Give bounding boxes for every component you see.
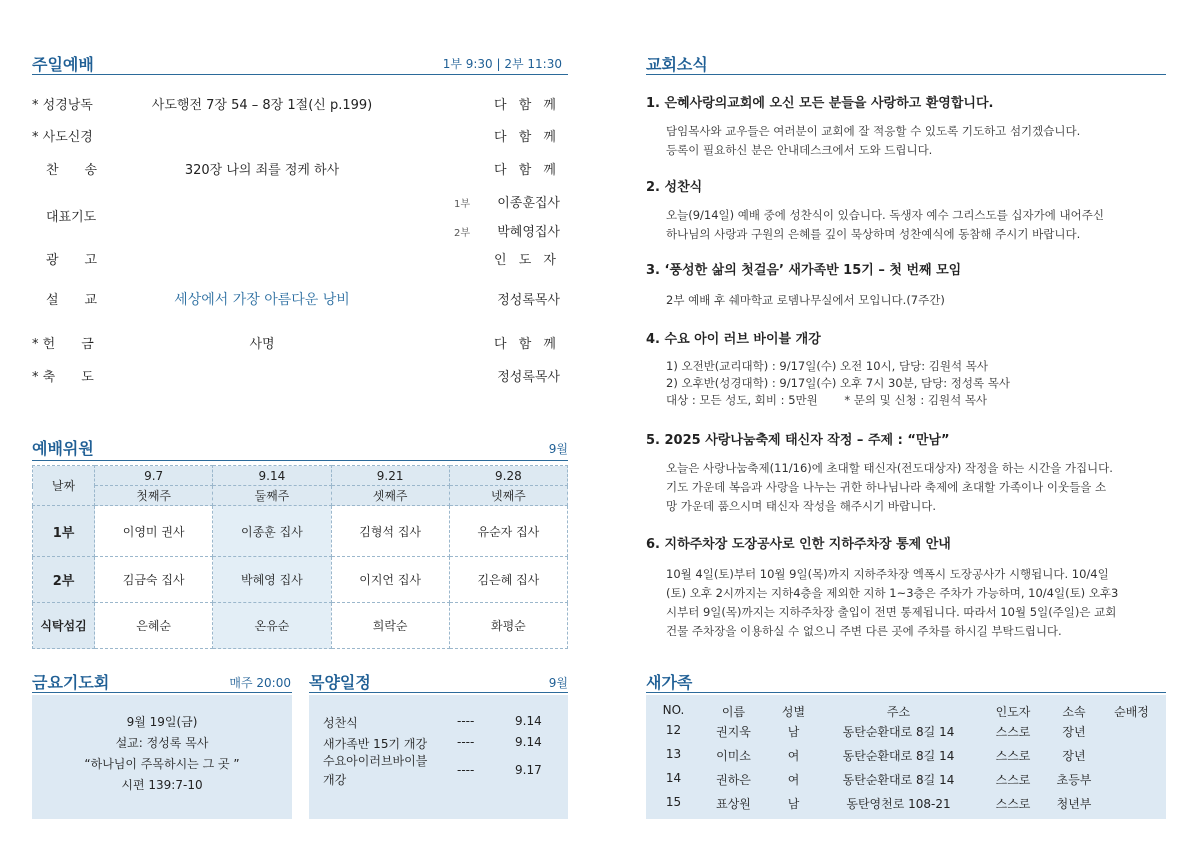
- staff-name: 김금숙 집사: [95, 557, 213, 603]
- news-line: 10월 4일(토)부터 10월 9일(목)까지 지하주차장 엑폭시 도장공사가 시행됩니다. 10/4일: [666, 567, 1109, 581]
- news-title: 교회소식: [646, 55, 708, 74]
- order-sermon: [32, 289, 562, 309]
- col-guide: 인도자: [995, 705, 1031, 719]
- col-group: 소속: [1062, 705, 1086, 719]
- order-hymn: [32, 159, 562, 179]
- order-label: 찬 송: [46, 163, 98, 178]
- pastoral-dash: ----: [457, 763, 475, 777]
- newcomers-header: [646, 703, 1166, 723]
- pastoral-item: 수요아이러브바이블 개강: [323, 754, 428, 787]
- pastoral-month: 9월: [548, 676, 568, 690]
- nc-group: 장년: [1062, 725, 1086, 739]
- friday-box: [32, 695, 292, 819]
- week-cell: 둘째주: [213, 486, 331, 506]
- nc-no: 14: [665, 771, 682, 785]
- order-label: * 축 도: [32, 370, 94, 385]
- order-leader: 인 도 자: [494, 253, 560, 268]
- staff-row: [33, 506, 568, 557]
- news-body-2: [666, 206, 1164, 244]
- staff-name: 이영미 권사: [95, 506, 213, 557]
- nc-no: 15: [665, 795, 682, 809]
- newcomer-row: [646, 795, 1166, 815]
- staff-table: [32, 465, 568, 649]
- news-line: 망 가운데 품으시며 태신자 작성을 해주시기 바랍니다.: [666, 499, 936, 513]
- nc-gender: 여: [787, 773, 800, 787]
- newcomers-title: 새가족: [646, 673, 693, 692]
- news-line: 등록이 필요하신 분은 안내데스크에서 도와 드립니다.: [666, 143, 933, 157]
- pastoral-dash: ----: [457, 735, 475, 749]
- col-assign: 순배정: [1114, 705, 1149, 719]
- pastoral-date: 9.14: [515, 714, 542, 728]
- order-benediction: [32, 366, 562, 386]
- pastoral-item: 성찬식: [323, 716, 358, 730]
- order-offering: [32, 333, 562, 353]
- col-gender: 성별: [781, 705, 806, 719]
- news-line: 대상 : 모든 성도, 회비 : 5만원 * 문의 및 신청 : 김원석 목사: [666, 393, 988, 407]
- nc-group: 초등부: [1056, 773, 1092, 787]
- order-creed: [32, 126, 562, 146]
- nc-guide: 스스로: [995, 797, 1031, 811]
- nc-address: 동탄순환대로 8길 14: [842, 773, 955, 787]
- nc-guide: 스스로: [995, 773, 1031, 787]
- order-label: 설 교: [46, 293, 98, 308]
- nc-no: 12: [665, 723, 682, 737]
- order-leader: 정성록목사: [497, 293, 560, 308]
- nc-gender: 남: [787, 725, 800, 739]
- nc-guide: 스스로: [995, 749, 1031, 763]
- pastoral-item: 새가족반 15기 개강: [323, 737, 428, 751]
- friday-preacher: 설교: 정성록 목사: [115, 736, 209, 750]
- col-name: 이름: [721, 705, 746, 719]
- news-body-4: [666, 358, 1164, 409]
- staff-name: 유순자 집사: [449, 506, 567, 557]
- staff-name: 김형석 집사: [331, 506, 449, 557]
- nc-group: 청년부: [1056, 797, 1092, 811]
- news-heading-3: 3. ‘풍성한 삶의 첫걸음’ 새가족반 15기 – 첫 번째 모임: [646, 263, 962, 278]
- prayer-name-2: 박혜영집사: [497, 225, 560, 240]
- week-cell: 셋째주: [331, 486, 449, 506]
- pastoral-date: 9.17: [515, 763, 542, 777]
- order-label: * 사도신경: [32, 130, 93, 145]
- news-body-6: [666, 565, 1164, 641]
- prayer-part-1: 1부: [454, 199, 471, 210]
- order-label: * 성경낭독: [32, 98, 93, 113]
- week-cell: 첫째주: [95, 486, 213, 506]
- news-heading-6: 6. 지하주차장 도장공사로 인한 지하주차장 통제 안내: [646, 537, 951, 552]
- sermon-title: 세상에서 가장 아름다운 낭비: [174, 292, 350, 308]
- newcomers-divider: [646, 692, 1166, 693]
- nc-group: 장년: [1062, 749, 1086, 763]
- staff-row-label: 1부: [33, 506, 95, 557]
- date-cell: 9.7: [95, 466, 213, 486]
- staff-name: 희락순: [331, 603, 449, 649]
- order-announcement: [32, 249, 562, 269]
- news-line: 오늘은 사랑나눔축제(11/16)에 초대할 태신자(전도대상자) 작정을 하는 시간을 가집니다.: [666, 461, 1113, 475]
- order-leader: 다 함 께: [494, 337, 560, 352]
- staff-row-label: 식탁섬김: [33, 603, 95, 649]
- staff-row: [33, 603, 568, 649]
- date-cell: 9.14: [213, 466, 331, 486]
- news-line: 하나님의 사랑과 구원의 은혜를 깊이 묵상하며 성찬예식에 동참해 주시기 바랍니다.: [666, 227, 1081, 241]
- news-line: 시부터 9일(목)까지는 지하주차장 출입이 전면 통제됩니다. 따라서 10월 5일(주일)은 교회: [666, 605, 1117, 619]
- friday-sermon: “하나님이 주목하시는 그 곳 ”: [84, 757, 240, 771]
- nc-gender: 여: [787, 749, 800, 763]
- order-label: * 헌 금: [32, 337, 94, 352]
- worship-divider: [32, 74, 568, 75]
- news-line: 기도 가운데 복음과 사랑을 나누는 귀한 하나님나라 축제에 초대할 가족이나 이웃들을 소: [666, 480, 1107, 494]
- staff-row: [33, 557, 568, 603]
- news-line: (토) 오후 2시까지는 지하4층을 제외한 지하 1~3층은 주차가 가능하며, 10/4일(토) 오후3: [666, 586, 1119, 600]
- date-cell: 9.21: [331, 466, 449, 486]
- staff-name: 은혜순: [95, 603, 213, 649]
- worship-times: 1부 9:30 | 2부 11:30: [442, 57, 562, 71]
- news-line: 오늘(9/14일) 예배 중에 성찬식이 있습니다. 독생자 예수 그리스도를 십자가에 내어주신: [666, 208, 1104, 222]
- news-heading-1: 1. 은혜사랑의교회에 오신 모든 분들을 사랑하고 환영합니다.: [646, 96, 994, 111]
- newcomer-row: [646, 771, 1166, 791]
- staff-name: 온유순: [213, 603, 331, 649]
- order-leader: 다 함 께: [494, 98, 560, 113]
- staff-name: 이종훈 집사: [213, 506, 331, 557]
- nc-address: 동탄영천로 108-21: [846, 797, 951, 811]
- news-body-3: [666, 291, 1164, 310]
- order-leader: 다 함 께: [494, 130, 560, 145]
- newcomer-row: [646, 723, 1166, 743]
- nc-name: 권하은: [716, 773, 751, 787]
- staff-month: 9월: [548, 442, 568, 456]
- prayer-name-1: 이종훈집사: [497, 196, 560, 211]
- nc-no: 13: [665, 747, 682, 761]
- news-heading-2: 2. 성찬식: [646, 180, 703, 195]
- nc-name: 표상원: [716, 797, 751, 811]
- friday-scripture: 시편 139:7-10: [121, 778, 203, 792]
- friday-meta: 매주 20:00: [229, 676, 291, 690]
- news-body-5: [666, 459, 1164, 516]
- order-leader: 다 함 께: [494, 163, 560, 178]
- worship-title: 주일예배: [32, 55, 94, 74]
- news-line: 1) 오전반(교리대학) : 9/17일(수) 오전 10시, 담당: 김원석 목사: [666, 359, 988, 373]
- news-body-1: [666, 122, 1164, 160]
- staff-name: 이지언 집사: [331, 557, 449, 603]
- friday-divider: [32, 692, 292, 693]
- news-heading-5: 5. 2025 사랑나눔축제 태신자 작정 – 주제 : “만남”: [646, 433, 950, 448]
- pastoral-title: 목양일정: [309, 673, 371, 692]
- order-content: 사도행전 7장 54 – 8장 1절(신 p.199): [151, 98, 373, 113]
- pastoral-date: 9.14: [515, 735, 542, 749]
- order-label: 대표기도: [46, 210, 97, 225]
- col-no: NO.: [662, 703, 685, 717]
- pastoral-box: [309, 695, 568, 819]
- order-reading: [32, 94, 562, 114]
- nc-name: 이미소: [716, 749, 751, 763]
- staff-row-label: 2부: [33, 557, 95, 603]
- nc-address: 동탄순환대로 8길 14: [842, 725, 955, 739]
- staff-name: 박혜영 집사: [213, 557, 331, 603]
- nc-guide: 스스로: [995, 725, 1031, 739]
- news-divider: [646, 74, 1166, 75]
- friday-title: 금요기도회: [32, 673, 110, 692]
- news-line: 건물 주차장을 이용하실 수 없으니 주변 다른 곳에 주차를 하시길 부탁드립니다.: [666, 624, 1062, 638]
- news-heading-4: 4. 수요 아이 러브 바이블 개강: [646, 332, 821, 347]
- news-line: 담임목사와 교우들은 여러분이 교회에 잘 적응할 수 있도록 기도하고 섬기겠습니다.: [666, 124, 1081, 138]
- nc-address: 동탄순환대로 8길 14: [842, 749, 955, 763]
- nc-gender: 남: [787, 797, 800, 811]
- friday-date: 9월 19일(금): [126, 715, 198, 729]
- staff-divider: [32, 460, 568, 461]
- order-content: 사명: [249, 337, 275, 352]
- staff-name: 화평순: [449, 603, 567, 649]
- nc-name: 권지욱: [716, 725, 751, 739]
- pastoral-dash: ----: [457, 714, 475, 728]
- news-line: 2부 예배 후 쉐마학교 로뎀나무실에서 모입니다.(7주간): [666, 293, 945, 307]
- date-header: 날짜: [33, 466, 95, 506]
- order-label: 광 고: [46, 253, 98, 268]
- order-prayer: [32, 192, 562, 242]
- staff-name: 김은혜 집사: [449, 557, 567, 603]
- news-line: 2) 오후반(성경대학) : 9/17일(수) 오후 7시 30분, 담당: 정성록 목사: [666, 376, 1011, 390]
- order-content: 320장 나의 죄를 정케 하사: [184, 163, 340, 178]
- week-cell: 넷째주: [449, 486, 567, 506]
- prayer-part-2: 2부: [454, 228, 471, 239]
- staff-title: 예배위원: [32, 439, 94, 458]
- newcomer-row: [646, 747, 1166, 767]
- order-leader: 정성록목사: [497, 370, 560, 385]
- pastoral-divider: [309, 692, 568, 693]
- date-cell: 9.28: [449, 466, 567, 486]
- col-address: 주소: [886, 705, 911, 719]
